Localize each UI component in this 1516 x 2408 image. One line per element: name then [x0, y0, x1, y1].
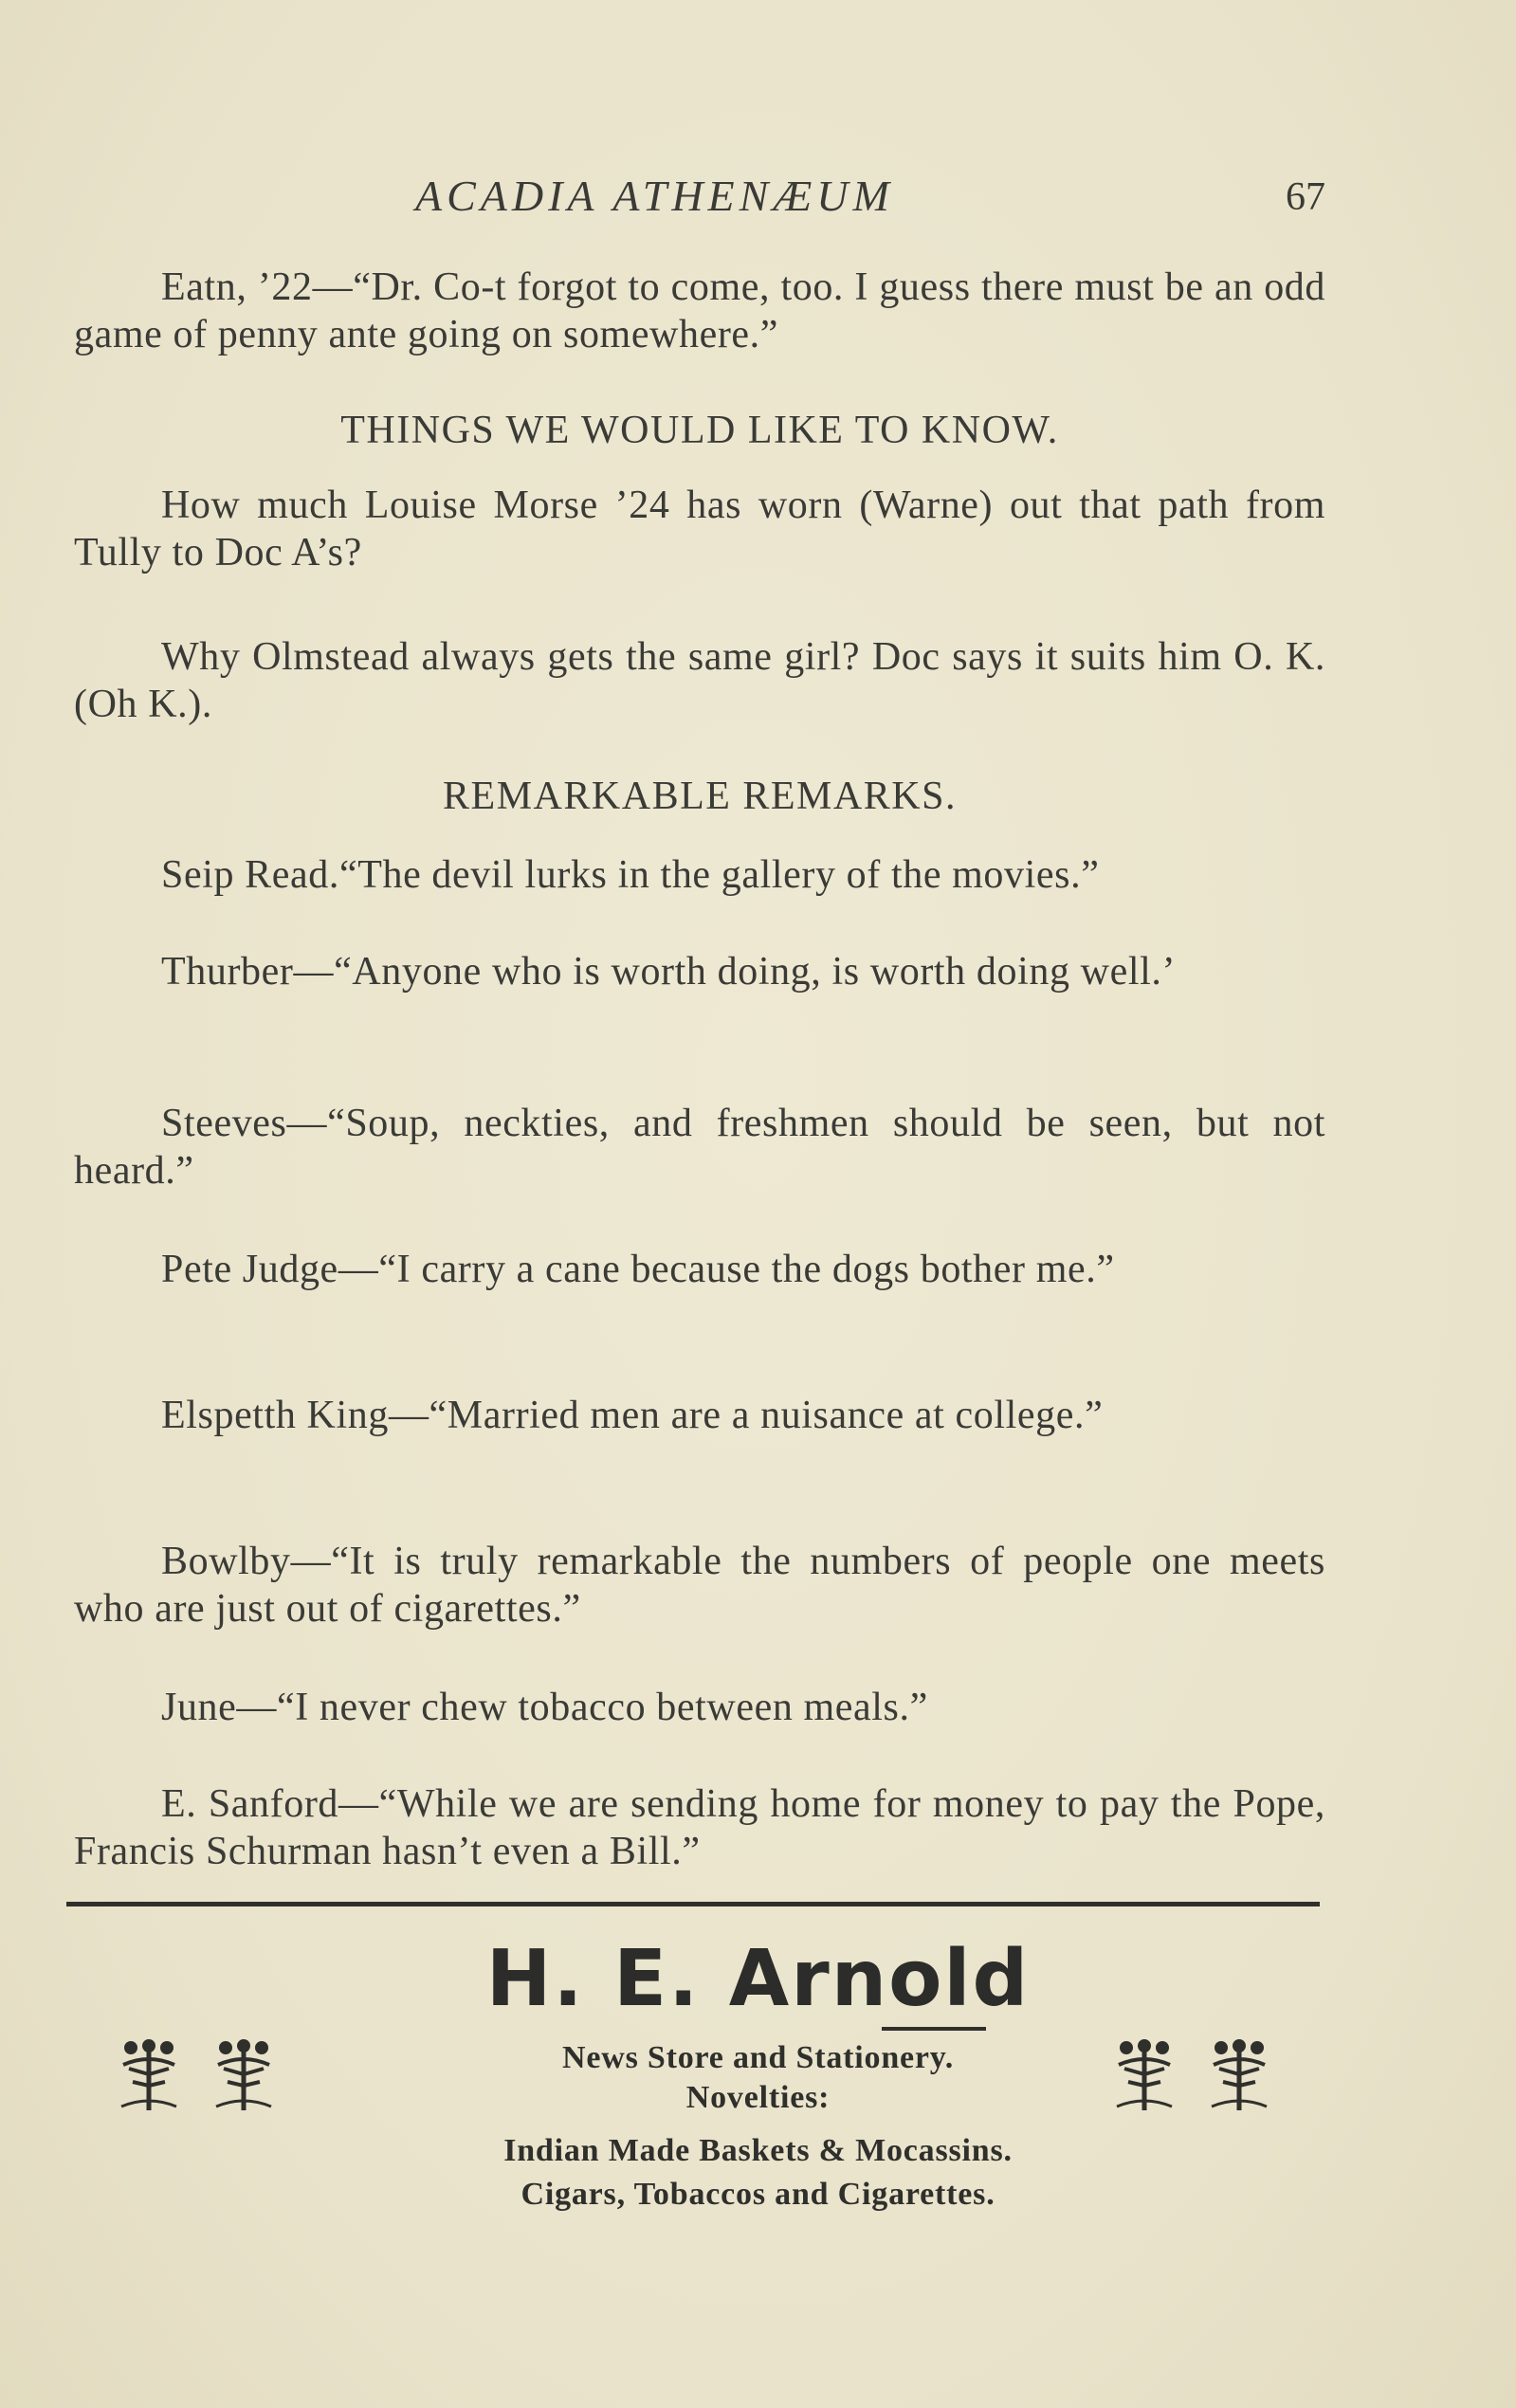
opening-paragraph: Eatn, ’22—“Dr. Co-t forgot to come, too. I guess there must be an odd game of penny ante going on somewhere.” [74, 265, 1325, 356]
paragraph-things-2: Why Olmstead always gets the same girl? Doc says it suits him O. K. (Oh K.). [74, 635, 1325, 726]
heading-remarkable-remarks: REMARKABLE REMARKS. [443, 775, 957, 818]
fleuron-ornament-icon [1107, 2036, 1181, 2116]
paragraph-remark-8: E. Sanford—“While we are sending home for money to pay the Pope, Francis Schurman hasn’t even a Bill.” [74, 1782, 1325, 1873]
fleuron-ornament-icon [112, 2036, 186, 2116]
paragraph-remark-7: June—“I never chew tobacco between meals.” [161, 1686, 928, 1729]
ad-line-cigars: Cigars, Tobaccos and Cigarettes. [521, 2177, 995, 2212]
fleuron-ornament-icon [1202, 2036, 1276, 2116]
paragraph-remark-1: Seip Read.“The devil lurks in the gallery of the movies.” [161, 853, 1100, 897]
running-title: ACADIA ATHENÆUM [415, 172, 894, 220]
running-header [74, 171, 1325, 228]
ad-line-novelties: Novelties: [685, 2080, 831, 2115]
paragraph-remark-6: Bowlby—“It is truly remarkable the numbers of people one meets who are just out of cigarettes.” [74, 1540, 1325, 1631]
fleuron-ornament-icon [207, 2036, 281, 2116]
ad-line-news-store: News Store and Stationery. [561, 2040, 955, 2075]
advertiser-name: H. E. Arnold [485, 1934, 1031, 2024]
paragraph-things-1: How much Louise Morse ’24 has worn (Warne) out that path from Tully to Doc A’s? [74, 483, 1325, 575]
ad-line-baskets: Indian Made Baskets & Mocassins. [503, 2133, 1013, 2168]
divider-rule [66, 1902, 1320, 1906]
paragraph-remark-3: Steeves—“Soup, neckties, and freshmen should be seen, but not heard.” [74, 1102, 1325, 1193]
page-number: 67 [1286, 175, 1325, 219]
heading-things-we-would-like-to-know: THINGS WE WOULD LIKE TO KNOW. [340, 409, 1059, 452]
paragraph-remark-2: Thurber—“Anyone who is worth doing, is worth doing well.’ [161, 950, 1177, 994]
paragraph-remark-4: Pete Judge—“I carry a cane because the dogs bother me.” [161, 1248, 1115, 1291]
paragraph-remark-5: Elspetth King—“Married men are a nuisance at college.” [161, 1394, 1104, 1437]
advertiser-name-underline [882, 2027, 986, 2031]
